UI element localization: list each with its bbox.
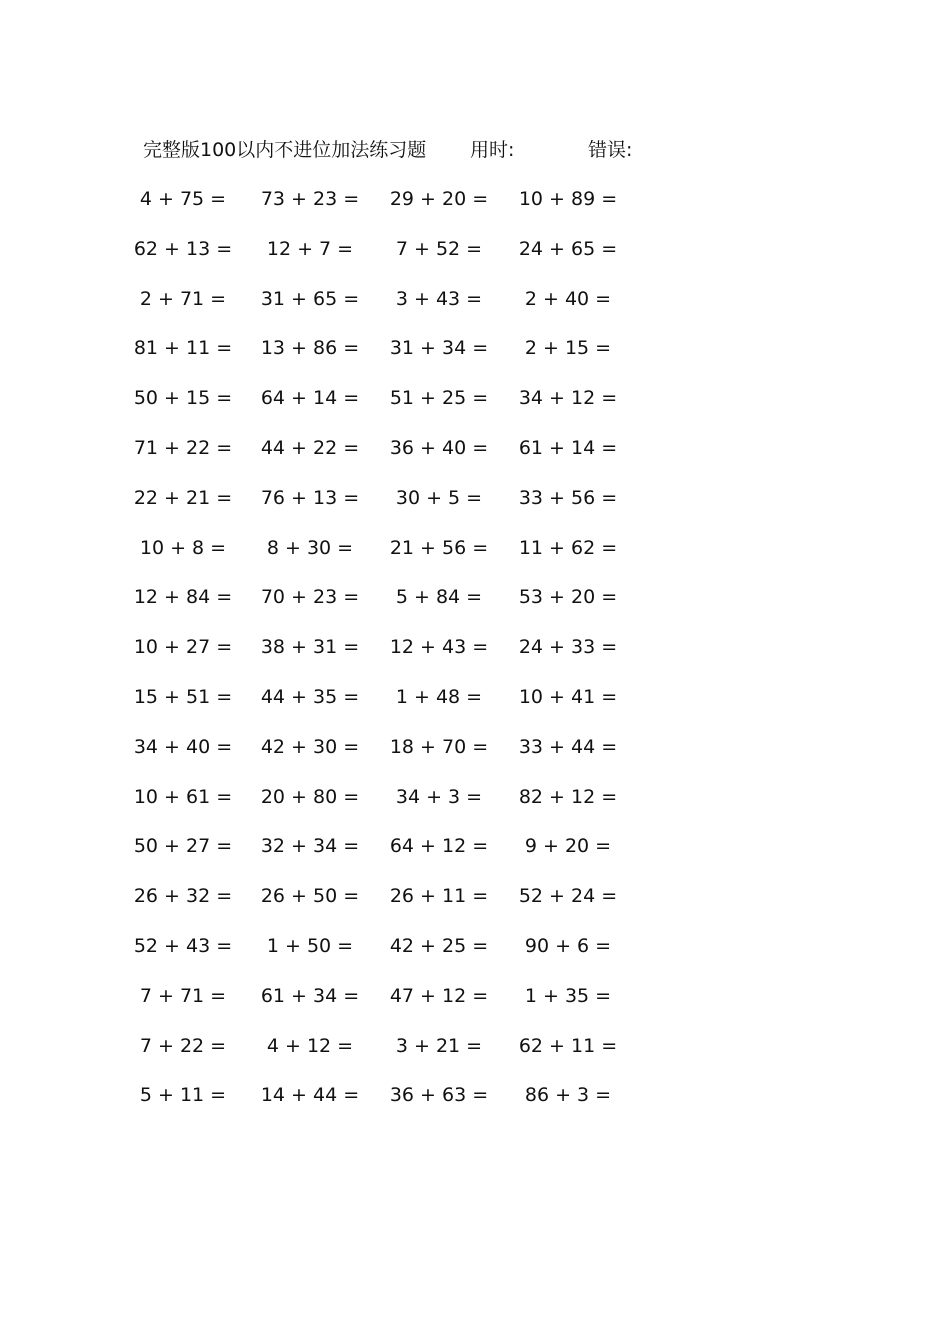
addition-problem: 90 + 6 = xyxy=(524,934,612,957)
addition-problem: 51 + 25 = xyxy=(389,387,489,410)
addition-problem: 86 + 3 = xyxy=(524,1084,612,1107)
addition-problem: 7 + 71 = xyxy=(139,984,227,1007)
addition-problem: 29 + 20 = xyxy=(389,188,489,210)
addition-problem: 44 + 22 = xyxy=(260,436,360,459)
problem-row xyxy=(0,383,950,433)
problem-row xyxy=(0,732,950,782)
addition-problem: 44 + 35 = xyxy=(260,685,360,708)
problem-row xyxy=(0,881,950,931)
addition-problem: 71 + 22 = xyxy=(133,436,233,459)
addition-problem: 36 + 40 = xyxy=(389,436,489,459)
problem-row xyxy=(0,333,950,383)
addition-problem: 64 + 12 = xyxy=(389,835,489,858)
addition-problem: 8 + 30 = xyxy=(266,536,354,559)
problem-row xyxy=(0,1080,950,1130)
addition-problem: 81 + 11 = xyxy=(133,337,233,360)
addition-problem: 50 + 15 = xyxy=(133,387,233,410)
addition-problem: 50 + 27 = xyxy=(133,835,233,858)
problem-row xyxy=(0,782,950,832)
addition-problem: 62 + 13 = xyxy=(133,237,233,260)
addition-problem: 52 + 24 = xyxy=(518,885,618,908)
addition-problem: 13 + 86 = xyxy=(260,337,360,360)
addition-problem: 64 + 14 = xyxy=(260,387,360,410)
addition-problem: 3 + 21 = xyxy=(395,1034,483,1057)
errors-label: 错误: xyxy=(588,139,633,161)
worksheet-title: 完整版100以内不进位加法练习题 xyxy=(143,139,427,161)
addition-problem: 38 + 31 = xyxy=(260,636,360,659)
addition-problem: 10 + 27 = xyxy=(133,636,233,659)
addition-problem: 26 + 32 = xyxy=(133,885,233,908)
worksheet-header xyxy=(0,135,950,165)
addition-problem: 62 + 11 = xyxy=(518,1034,618,1057)
addition-problem: 12 + 43 = xyxy=(389,636,489,659)
addition-problem: 18 + 70 = xyxy=(389,735,489,758)
addition-problem: 5 + 11 = xyxy=(139,1084,227,1107)
addition-problem: 10 + 41 = xyxy=(518,685,618,708)
addition-problem: 70 + 23 = xyxy=(260,586,360,609)
addition-problem: 15 + 51 = xyxy=(133,685,233,708)
addition-problem: 34 + 3 = xyxy=(395,785,483,808)
addition-problem: 42 + 25 = xyxy=(389,934,489,957)
problem-row xyxy=(0,284,950,334)
addition-problem: 33 + 44 = xyxy=(518,735,618,758)
addition-problem: 20 + 80 = xyxy=(260,785,360,808)
addition-problem: 31 + 34 = xyxy=(389,337,489,360)
addition-problem: 52 + 43 = xyxy=(133,934,233,957)
addition-problem: 36 + 63 = xyxy=(389,1084,489,1107)
addition-problem: 7 + 22 = xyxy=(139,1034,227,1057)
problem-row xyxy=(0,234,950,284)
addition-problem: 26 + 11 = xyxy=(389,885,489,908)
addition-problem: 34 + 12 = xyxy=(518,387,618,410)
problem-row xyxy=(0,981,950,1031)
addition-problem: 12 + 7 = xyxy=(266,237,354,260)
addition-problem: 12 + 84 = xyxy=(133,586,233,609)
addition-problem: 73 + 23 = xyxy=(260,188,360,210)
addition-problem: 32 + 34 = xyxy=(260,835,360,858)
addition-problem: 82 + 12 = xyxy=(518,785,618,808)
addition-problem: 22 + 21 = xyxy=(133,486,233,509)
addition-problem: 10 + 61 = xyxy=(133,785,233,808)
addition-problem: 10 + 89 = xyxy=(518,188,618,210)
addition-problem: 3 + 43 = xyxy=(395,287,483,310)
addition-problem: 1 + 48 = xyxy=(395,685,483,708)
addition-problem: 61 + 14 = xyxy=(518,436,618,459)
addition-problem: 61 + 34 = xyxy=(260,984,360,1007)
problem-row xyxy=(0,184,950,234)
addition-problem: 4 + 12 = xyxy=(266,1034,354,1057)
problem-row xyxy=(0,682,950,732)
problem-row xyxy=(0,533,950,583)
addition-problem: 14 + 44 = xyxy=(260,1084,360,1107)
addition-problem: 9 + 20 = xyxy=(524,835,612,858)
addition-problem: 42 + 30 = xyxy=(260,735,360,758)
addition-problem: 33 + 56 = xyxy=(518,486,618,509)
problem-row xyxy=(0,831,950,881)
addition-problem: 47 + 12 = xyxy=(389,984,489,1007)
addition-problem: 24 + 65 = xyxy=(518,237,618,260)
addition-problem: 2 + 71 = xyxy=(139,287,227,310)
addition-problem: 2 + 15 = xyxy=(524,337,612,360)
addition-problem: 31 + 65 = xyxy=(260,287,360,310)
problem-row xyxy=(0,632,950,682)
addition-problem: 30 + 5 = xyxy=(395,486,483,509)
problem-row xyxy=(0,931,950,981)
addition-problem: 21 + 56 = xyxy=(389,536,489,559)
problem-row xyxy=(0,433,950,483)
addition-problem: 7 + 52 = xyxy=(395,237,483,260)
addition-problem: 53 + 20 = xyxy=(518,586,618,609)
addition-problem: 1 + 35 = xyxy=(524,984,612,1007)
addition-problem: 24 + 33 = xyxy=(518,636,618,659)
time-label: 用时: xyxy=(470,139,515,161)
addition-problem: 1 + 50 = xyxy=(266,934,354,957)
addition-problem: 5 + 84 = xyxy=(395,586,483,609)
problem-row xyxy=(0,582,950,632)
addition-problem: 26 + 50 = xyxy=(260,885,360,908)
problem-row xyxy=(0,483,950,533)
addition-problem: 76 + 13 = xyxy=(260,486,360,509)
addition-problem: 11 + 62 = xyxy=(518,536,618,559)
addition-problem: 2 + 40 = xyxy=(524,287,612,310)
addition-problem: 34 + 40 = xyxy=(133,735,233,758)
problem-grid xyxy=(0,184,950,1130)
addition-problem: 4 + 75 = xyxy=(139,188,227,210)
problem-row xyxy=(0,1031,950,1081)
addition-problem: 10 + 8 = xyxy=(139,536,227,559)
